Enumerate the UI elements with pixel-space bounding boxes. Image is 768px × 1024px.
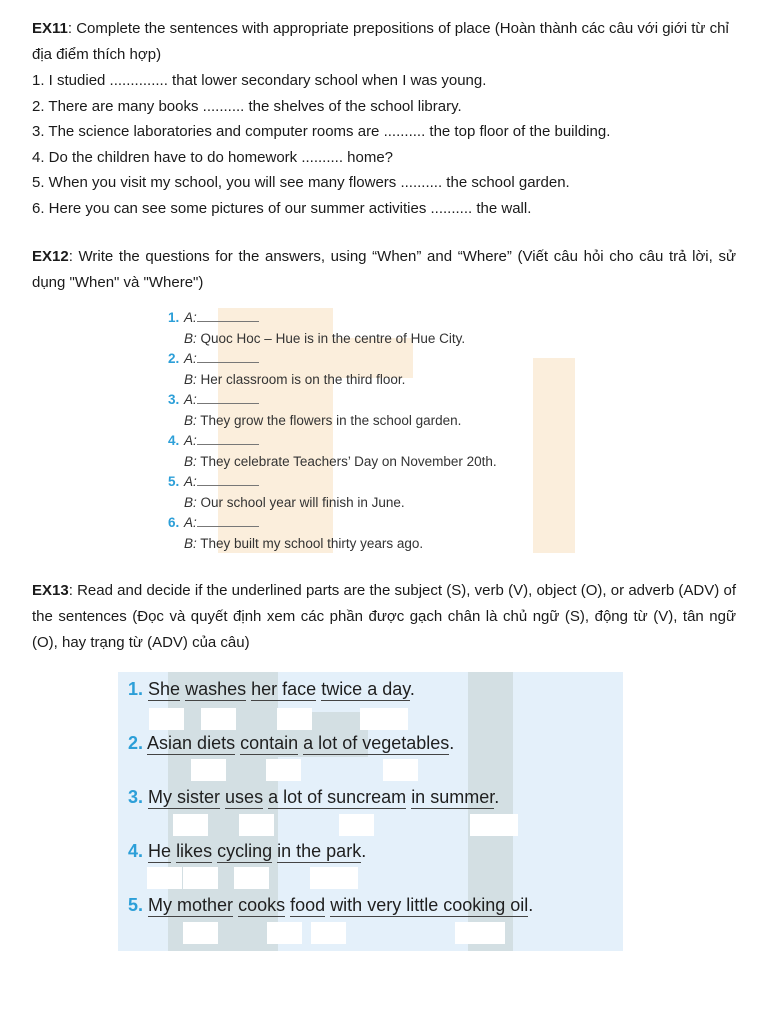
underlined-part: food	[290, 895, 326, 915]
a-label: A:	[184, 351, 197, 366]
ex11-item: 1. I studied .............. that lower secondary school when I was young.	[32, 72, 487, 89]
a-label: A:	[184, 433, 197, 448]
ex13-sentence	[128, 840, 366, 862]
answer-box[interactable]	[311, 922, 346, 944]
b-label: B:	[184, 371, 197, 387]
ex12-instruction-text: : Write the questions for the answers, using “When” and “Where” (Viết câu hỏi cho câu trả lời, sử dụng "When" và "Where")	[32, 248, 736, 291]
underlined-part: her face	[251, 679, 317, 699]
ex12-label: EX12	[32, 248, 69, 265]
ex12-question-row	[168, 513, 568, 534]
answer-box[interactable]	[191, 759, 226, 781]
answer-blank[interactable]	[197, 350, 259, 363]
ex12-question-row	[168, 472, 568, 493]
answer-text: They celebrate Teachers’ Day on November 20th.	[200, 453, 497, 469]
answer-blank[interactable]	[197, 473, 259, 486]
a-label: A:	[184, 474, 197, 489]
ex12-question-row	[168, 390, 568, 411]
ex13-label: EX13	[32, 582, 69, 599]
ex12-answer-row	[168, 411, 568, 432]
underlined-part: uses	[225, 787, 264, 807]
ex13-sentence	[128, 732, 454, 754]
ex11-label: EX11	[32, 20, 68, 37]
ex12-list	[168, 308, 568, 554]
answer-blank[interactable]	[197, 391, 259, 404]
ex12-instruction	[32, 244, 736, 296]
answer-box[interactable]	[173, 814, 208, 836]
item-number: 4.	[168, 433, 180, 448]
item-number: 1.	[168, 310, 180, 325]
ex12-answer-row	[168, 534, 568, 555]
sentence-end: .	[409, 679, 415, 699]
item-number: 3.	[168, 392, 180, 407]
underlined-part: a lot of vegetables	[303, 733, 450, 753]
answer-box[interactable]	[149, 708, 184, 730]
underlined-part: Asian diets	[147, 733, 236, 753]
answer-box[interactable]	[201, 708, 236, 730]
answer-blank[interactable]	[197, 309, 259, 322]
underlined-part: in summer	[411, 787, 495, 807]
answer-box[interactable]	[383, 759, 418, 781]
underlined-part: a lot of suncream	[268, 787, 407, 807]
underlined-part: cycling	[217, 841, 273, 861]
b-label: B:	[184, 412, 197, 428]
exercise-12	[32, 244, 736, 551]
b-label: B:	[184, 494, 197, 510]
ex12-question-row	[168, 308, 568, 329]
sentence-end: .	[494, 787, 500, 807]
answer-blank[interactable]	[197, 432, 259, 445]
answer-box[interactable]	[455, 922, 505, 944]
answer-text: Her classroom is on the third floor.	[200, 371, 406, 387]
ex12-answer-row	[168, 493, 568, 514]
ex12-question-row	[168, 431, 568, 452]
answer-box[interactable]	[239, 814, 274, 836]
underlined-part: likes	[176, 841, 213, 861]
b-label: B:	[184, 453, 197, 469]
ex12-answer-row	[168, 370, 568, 391]
item-number: 5.	[168, 474, 180, 489]
item-number: 4.	[128, 841, 144, 861]
ex12-answer-row	[168, 452, 568, 473]
ex11-instruction-text: : Complete the sentences with appropriate prepositions of place (Hoàn thành các câu với giới từ chỉ địa điểm thích hợp)	[32, 20, 729, 63]
exercise-13	[32, 578, 736, 915]
underlined-part: She	[148, 679, 181, 699]
a-label: A:	[184, 310, 197, 325]
ex13-instruction-text: : Read and decide if the underlined parts are the subject (S), verb (V), object (O), or adverb (ADV) of the sentences (Đọc và quyết định xem các phần được gạch chân là chủ ngữ (S), động từ (V), tân ngữ (O), hay trạng từ (ADV) của câu)	[32, 582, 736, 651]
item-number: 1.	[128, 679, 144, 699]
sentence-end: .	[528, 895, 534, 915]
answer-blank[interactable]	[197, 514, 259, 527]
answer-box[interactable]	[147, 867, 182, 889]
ex13-sentence	[128, 786, 499, 808]
answer-text: They built my school thirty years ago.	[200, 535, 424, 551]
answer-box[interactable]	[310, 867, 358, 889]
ex13-sentence-box	[118, 672, 623, 951]
item-number: 2.	[168, 351, 180, 366]
answer-box[interactable]	[183, 922, 218, 944]
answer-box[interactable]	[266, 759, 301, 781]
ex11-instruction	[32, 16, 736, 68]
underlined-part: in the park	[277, 841, 362, 861]
answer-text: Our school year will finish in June.	[200, 494, 405, 510]
ex13-sentence	[128, 894, 533, 916]
underlined-part: washes	[185, 679, 247, 699]
b-label: B:	[184, 330, 197, 346]
ex12-question-box	[168, 308, 568, 558]
exercise-11	[32, 16, 736, 221]
ex12-answer-row	[168, 329, 568, 350]
underlined-part: twice a day	[321, 679, 410, 699]
b-label: B:	[184, 535, 197, 551]
underlined-part: contain	[240, 733, 299, 753]
answer-box[interactable]	[470, 814, 518, 836]
underlined-part: He	[148, 841, 172, 861]
answer-box[interactable]	[183, 867, 218, 889]
a-label: A:	[184, 392, 197, 407]
item-number: 6.	[168, 515, 180, 530]
a-label: A:	[184, 515, 197, 530]
answer-box[interactable]	[360, 708, 408, 730]
ex11-item: 4. Do the children have to do homework .......... home?	[32, 148, 394, 166]
ex11-item: 5. When you visit my school, you will see many flowers .......... the school garden.	[32, 174, 570, 191]
answer-text: They grow the flowers in the school garden.	[200, 412, 462, 428]
answer-box[interactable]	[277, 708, 312, 730]
sentence-end: .	[449, 733, 455, 753]
ex12-question-row	[168, 349, 568, 370]
answer-box[interactable]	[339, 814, 374, 836]
ex11-item: 3. The science laboratories and computer rooms are .......... the top floor of the building.	[32, 123, 611, 140]
underlined-part: with very little cooking oil	[330, 895, 529, 915]
ex11-item: 6. Here you can see some pictures of our summer activities .......... the wall.	[32, 199, 532, 217]
sentence-end: .	[361, 841, 367, 861]
underlined-part: cooks	[238, 895, 286, 915]
item-number: 3.	[128, 787, 144, 807]
answer-box[interactable]	[234, 867, 269, 889]
ex11-item: 2. There are many books .......... the shelves of the school library.	[32, 97, 462, 115]
underlined-part: My mother	[148, 895, 234, 915]
item-number: 5.	[128, 895, 144, 915]
ex13-sentence	[128, 678, 415, 700]
answer-text: Quoc Hoc – Hue is in the centre of Hue City.	[200, 330, 466, 346]
answer-box[interactable]	[267, 922, 302, 944]
underlined-part: My sister	[148, 787, 221, 807]
ex13-instruction	[32, 578, 736, 656]
item-number: 2.	[128, 733, 144, 753]
